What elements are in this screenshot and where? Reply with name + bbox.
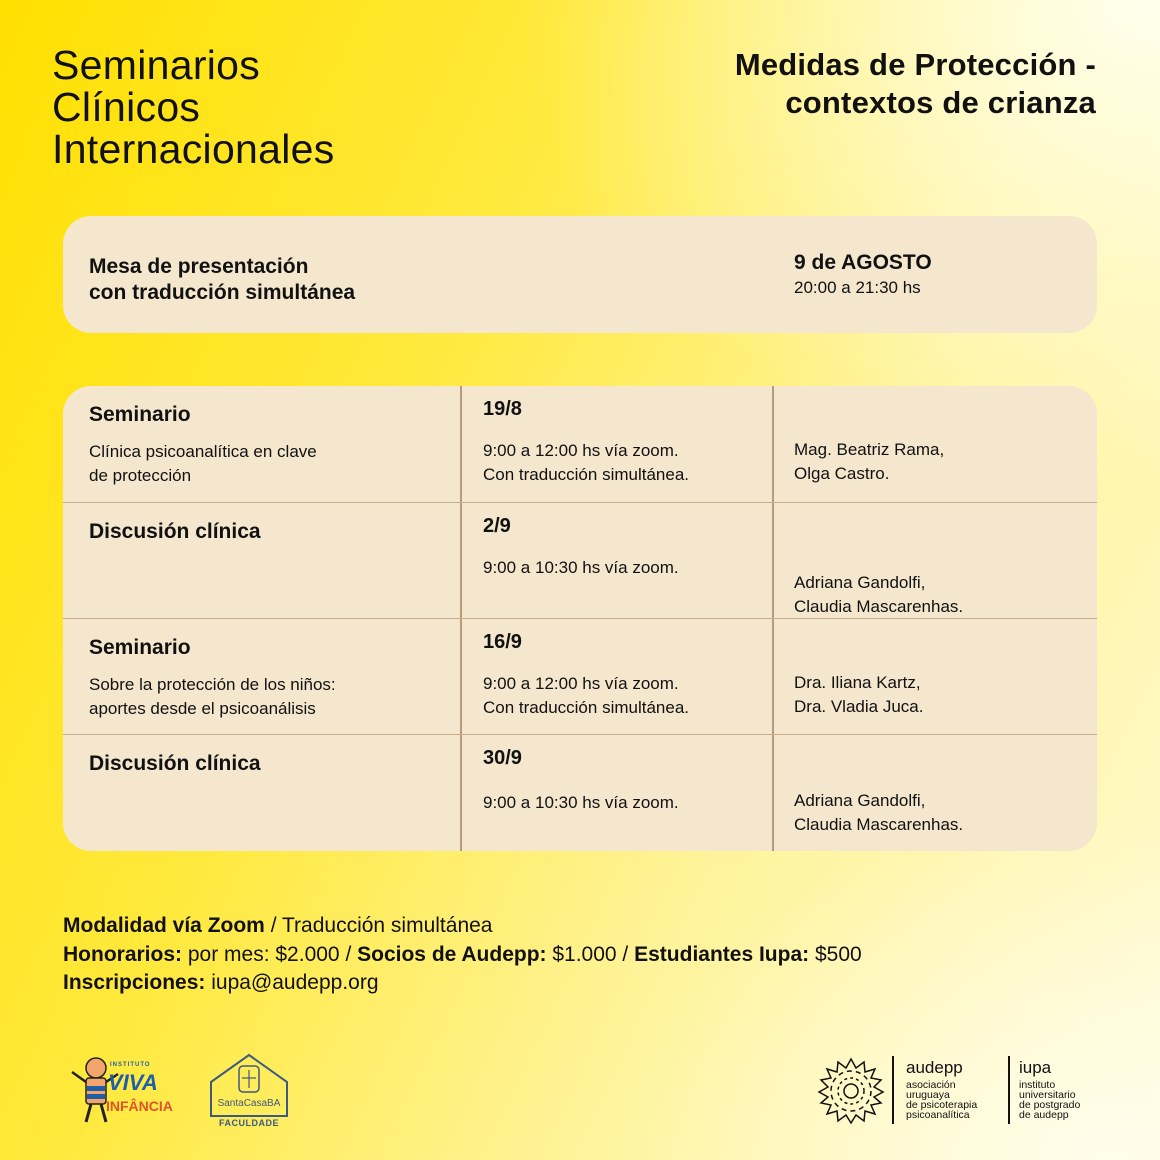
session-date: 2/9: [483, 515, 511, 537]
speaker-name: Dra. Iliana Kartz,: [794, 673, 921, 692]
series-title-line: Clínicos: [52, 84, 201, 130]
speaker-name: Adriana Gandolfi,: [794, 791, 926, 810]
table-row: [63, 502, 1097, 619]
iupa-logo: [1008, 1056, 1108, 1128]
iupa-logo-line: universitario: [1019, 1089, 1076, 1101]
session-topic-line: de protección: [89, 466, 192, 485]
presentation-description-line: con traducción simultánea: [89, 281, 356, 304]
speaker-name: Claudia Mascarenhas.: [794, 815, 964, 834]
session-type: Seminario: [89, 403, 191, 426]
iupa-logo-line: instituto: [1019, 1079, 1056, 1091]
audepp-sun-icon: [816, 1056, 886, 1126]
students-label: Estudiantes Iupa:: [634, 942, 810, 966]
fees-line: [63, 941, 862, 970]
session-schedule: [483, 672, 783, 720]
santacasa-logo: [207, 1052, 291, 1132]
speaker-name: Dra. Vladia Juca.: [794, 697, 924, 716]
registration-label: Inscripciones:: [63, 971, 206, 994]
session-schedule: [483, 791, 783, 815]
schedule-table: [63, 386, 1097, 851]
topic-title-line: contextos de crianza: [785, 85, 1096, 120]
table-row: [63, 734, 1097, 851]
fees-label: Honorarios:: [63, 942, 183, 966]
session-type: Seminario: [89, 636, 191, 659]
registration-email[interactable]: iupa@audepp.org: [205, 971, 379, 994]
modality-label: Modalidad vía Zoom: [63, 914, 265, 937]
modality-line: [63, 912, 862, 941]
session-topic: [89, 673, 429, 721]
session-type: Discusión clínica: [89, 752, 261, 775]
viva-logo-sub: INFÂNCIA: [106, 1098, 173, 1114]
session-schedule-line: 9:00 a 10:30 hs vía zoom.: [483, 793, 679, 812]
session-schedule-line: 9:00 a 12:00 hs vía zoom.: [483, 674, 679, 693]
iupa-logo-subtitle: [1019, 1080, 1080, 1120]
members-label: Socios de Audepp:: [357, 942, 547, 966]
table-row: [63, 618, 1097, 735]
session-speakers: [794, 671, 1084, 719]
presentation-card: [63, 216, 1097, 333]
session-schedule-line: Con traducción simultánea.: [483, 465, 690, 484]
session-date: 19/8: [483, 398, 522, 420]
iupa-logo-line: de audepp: [1019, 1109, 1069, 1121]
session-schedule: [483, 439, 783, 487]
santacasa-logo-sub: FACULDADE: [219, 1118, 279, 1128]
session-schedule-line: Con traducción simultánea.: [483, 698, 690, 717]
registration-line: [63, 969, 862, 998]
speaker-name: Olga Castro.: [794, 464, 890, 483]
audepp-logo-line: psicoanalítica: [906, 1109, 970, 1121]
audepp-logo-line: uruguaya: [906, 1089, 950, 1101]
viva-infancia-logo: [66, 1050, 186, 1130]
series-title-line: Internacionales: [52, 126, 335, 172]
audepp-logo: [816, 1056, 1006, 1128]
topic-title: [735, 46, 1096, 122]
audepp-logo-name: audepp: [906, 1058, 963, 1077]
session-schedule-line: 9:00 a 10:30 hs vía zoom.: [483, 558, 679, 577]
topic-title-line: Medidas de Protección -: [734, 47, 1096, 82]
viva-logo-name: VIVA: [108, 1070, 158, 1095]
session-topic: [89, 440, 429, 488]
logo-divider: [892, 1056, 894, 1124]
series-title-line: Seminarios: [52, 42, 261, 88]
presentation-description-line: Mesa de presentación: [89, 255, 309, 278]
logo-divider: [1008, 1056, 1010, 1124]
speaker-name: Mag. Beatriz Rama,: [794, 440, 945, 459]
iupa-logo-line: de postgrado: [1019, 1099, 1081, 1111]
session-topic-line: aportes desde el psicoanálisis: [89, 699, 316, 718]
table-row: [63, 386, 1097, 502]
fees-value: por mes: $2.000 /: [182, 942, 358, 966]
session-speakers: [794, 438, 1084, 486]
viva-logo-top: INSTITUTO: [110, 1062, 151, 1068]
session-date: 30/9: [483, 747, 522, 769]
session-schedule: [483, 556, 783, 580]
speaker-name: Adriana Gandolfi,: [794, 573, 926, 592]
session-date: 16/9: [483, 631, 522, 653]
session-type: Discusión clínica: [89, 520, 261, 543]
session-topic-line: Clínica psicoanalítica en clave: [89, 442, 317, 461]
modality-value: / Traducción simultánea: [264, 914, 493, 937]
series-title: [52, 44, 335, 170]
audepp-logo-subtitle: [906, 1080, 977, 1120]
session-speakers: [794, 571, 1084, 619]
session-speakers: [794, 789, 1084, 837]
audepp-logo-line: asociación: [906, 1079, 956, 1091]
santacasa-logo-name: SantaCasaBA: [217, 1098, 281, 1109]
presentation-date: 9 de AGOSTO: [794, 251, 932, 274]
presentation-time: 20:00 a 21:30 hs: [794, 278, 921, 297]
event-info: [63, 912, 862, 998]
students-value: $500: [809, 942, 862, 966]
iupa-logo-name: iupa: [1019, 1058, 1052, 1077]
members-value: $1.000 /: [546, 942, 635, 966]
session-schedule-line: 9:00 a 12:00 hs vía zoom.: [483, 441, 679, 460]
audepp-logo-line: de psicoterapia: [906, 1099, 978, 1111]
presentation-description: [89, 254, 355, 306]
speaker-name: Claudia Mascarenhas.: [794, 597, 964, 616]
session-topic-line: Sobre la protección de los niños:: [89, 675, 336, 694]
